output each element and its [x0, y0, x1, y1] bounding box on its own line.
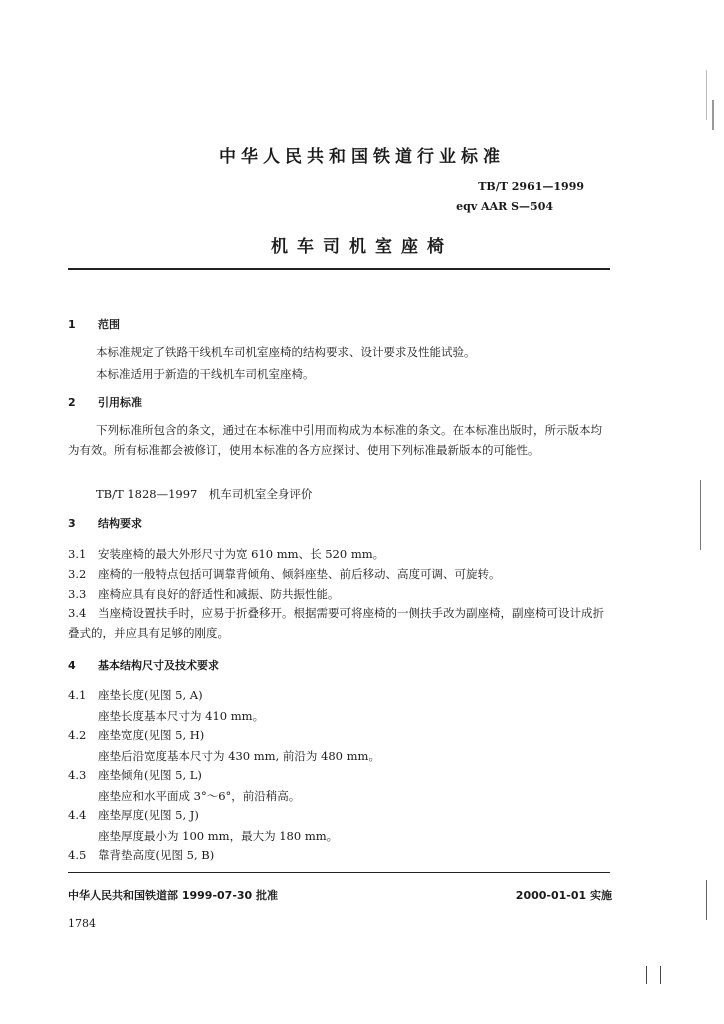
- referenced-standard: TB/T 1828—1997 机车司机室全身评价: [96, 487, 313, 501]
- section-2-paragraph: 下列标准所包含的条文，通过在本标准中引用而构成为本标准的条文。在本标准出版时，所示版本均为有效。所有标准都会被修订，使用本标准的各方应探讨、使用下列标准最新版本的可能性。: [68, 423, 602, 457]
- section-title: 基本结构尺寸及技术要求: [98, 659, 219, 672]
- clause-text: 座椅的一般特点包括可调靠背倾角、倾斜座垫、前后移动、高度可调、可旋转。: [98, 567, 501, 581]
- section-3-heading: [68, 515, 142, 531]
- scan-mark: [700, 480, 701, 550]
- clause-4-4: [68, 807, 199, 823]
- clause-number: 3.2: [68, 567, 87, 581]
- clause-number: 3.4: [68, 606, 87, 620]
- section-title: 结构要求: [98, 517, 142, 530]
- clause-text: 靠背垫高度(见图 5, B): [98, 848, 215, 862]
- scan-mark: [706, 70, 707, 120]
- scan-mark: [712, 100, 714, 130]
- clause-4-3: [68, 767, 202, 783]
- section-number: 2: [68, 396, 76, 409]
- clause-text: 座椅应具有良好的舒适性和减振、防共振性能。: [98, 587, 340, 601]
- section-title: 引用标准: [98, 396, 142, 409]
- clause-text: 当座椅设置扶手时，应易于折叠移开。根据需要可将座椅的一侧扶手改为副座椅，副座椅可设计成折叠式的，并应具有足够的刚度。: [68, 606, 604, 640]
- clause-3-4: [68, 603, 608, 643]
- effective-date: 2000-01-01 实施: [515, 889, 612, 902]
- section-number: 1: [68, 318, 76, 331]
- clause-text: 座垫长度(见图 5, A): [98, 688, 203, 702]
- clause-number: 4.4: [68, 808, 87, 822]
- clause-number: 4.3: [68, 768, 87, 782]
- section-title: 范围: [98, 318, 120, 331]
- approval-line: 中华人民共和国铁道部 1999-07-30 批准: [68, 889, 279, 902]
- section-number: 4: [68, 659, 76, 672]
- scan-mark: [660, 966, 661, 984]
- equivalent-standard: eqv AAR S—504: [456, 200, 553, 213]
- section-1-paragraph-2: 本标准适用于新造的干线机车司机室座椅。: [96, 367, 315, 381]
- clause-number: 3.3: [68, 587, 87, 601]
- issuing-authority-title: 中华人民共和国铁道行业标准: [219, 147, 505, 167]
- clause-text: 座垫厚度(见图 5, J): [98, 808, 199, 822]
- document-title: 机车司机室座椅: [271, 237, 453, 257]
- clause-number: 4.2: [68, 728, 87, 742]
- clause-text: 座垫倾角(见图 5, L): [98, 768, 202, 782]
- clause-4-4-detail: 座垫厚度最小为 100 mm，最大为 180 mm。: [98, 829, 339, 843]
- clause-text: 座垫宽度(见图 5, H): [98, 728, 205, 742]
- clause-3-2: [68, 566, 501, 582]
- top-rule: [68, 268, 610, 270]
- section-1-heading: [68, 316, 120, 332]
- scan-mark: [646, 966, 647, 984]
- clause-3-1: [68, 546, 384, 562]
- clause-3-3: [68, 586, 340, 602]
- clause-4-5: [68, 847, 214, 863]
- standard-number: TB/T 2961—1999: [478, 180, 584, 193]
- clause-number: 4.5: [68, 848, 87, 862]
- page-number: 1784: [68, 917, 96, 930]
- section-1-paragraph-1: 本标准规定了铁路干线机车司机室座椅的结构要求、设计要求及性能试验。: [96, 345, 476, 359]
- bottom-rule: [68, 872, 610, 873]
- clause-4-1-detail: 座垫长度基本尺寸为 410 mm。: [98, 709, 265, 723]
- clause-number: 4.1: [68, 688, 87, 702]
- section-4-heading: [68, 657, 219, 673]
- scan-mark: [706, 880, 707, 920]
- clause-4-2: [68, 727, 204, 743]
- clause-4-3-detail: 座垫应和水平面成 3°～6°，前沿稍高。: [98, 789, 301, 803]
- clause-4-2-detail: 座垫后沿宽度基本尺寸为 430 mm, 前沿为 480 mm。: [98, 749, 380, 763]
- clause-4-1: [68, 687, 203, 703]
- clause-text: 安装座椅的最大外形尺寸为宽 610 mm、长 520 mm。: [98, 547, 385, 561]
- section-number: 3: [68, 517, 76, 530]
- section-2-heading: [68, 394, 142, 410]
- clause-number: 3.1: [68, 547, 87, 561]
